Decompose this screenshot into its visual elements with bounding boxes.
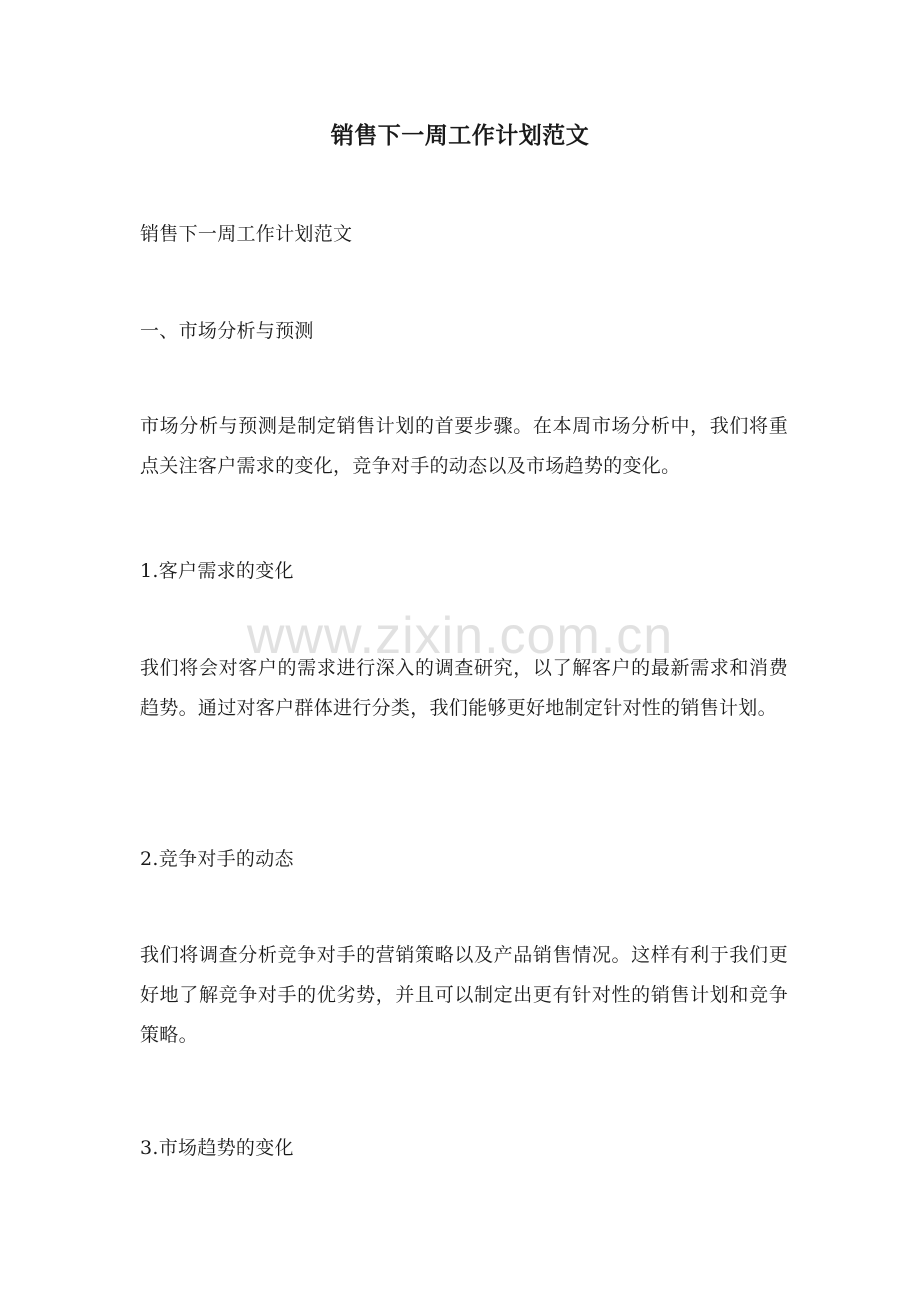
watermark-text: www.zixin.com.cn — [246, 607, 674, 665]
document-subtitle: 销售下一周工作计划范文 — [140, 223, 353, 245]
paragraph-market-analysis: 市场分析与预测是制定销售计划的首要步骤。在本周市场分析中，我们将重点关注客户需求的变化，竞争对手的动态以及市场趋势的变化。 — [140, 415, 788, 477]
item-heading-competitors: 2.竞争对手的动态 — [140, 848, 294, 870]
paragraph-competitors: 我们将调查分析竞争对手的营销策略以及产品销售情况。这样有利于我们更好地了解竞争对手的优劣势，并且可以制定出更有针对性的销售计划和竞争策略。 — [140, 944, 788, 1046]
item-heading-market-trends: 3.市场趋势的变化 — [140, 1137, 294, 1159]
item-heading-customer-demand: 1.客户需求的变化 — [140, 560, 294, 582]
document-title: 销售下一周工作计划范文 — [330, 122, 590, 149]
section-heading-market-analysis: 一、市场分析与预测 — [140, 320, 314, 342]
paragraph-customer-demand: 我们将会对客户的需求进行深入的调查研究，以了解客户的最新需求和消费趋势。通过对客户群体进行分类，我们能够更好地制定针对性的销售计划。 — [140, 657, 788, 719]
